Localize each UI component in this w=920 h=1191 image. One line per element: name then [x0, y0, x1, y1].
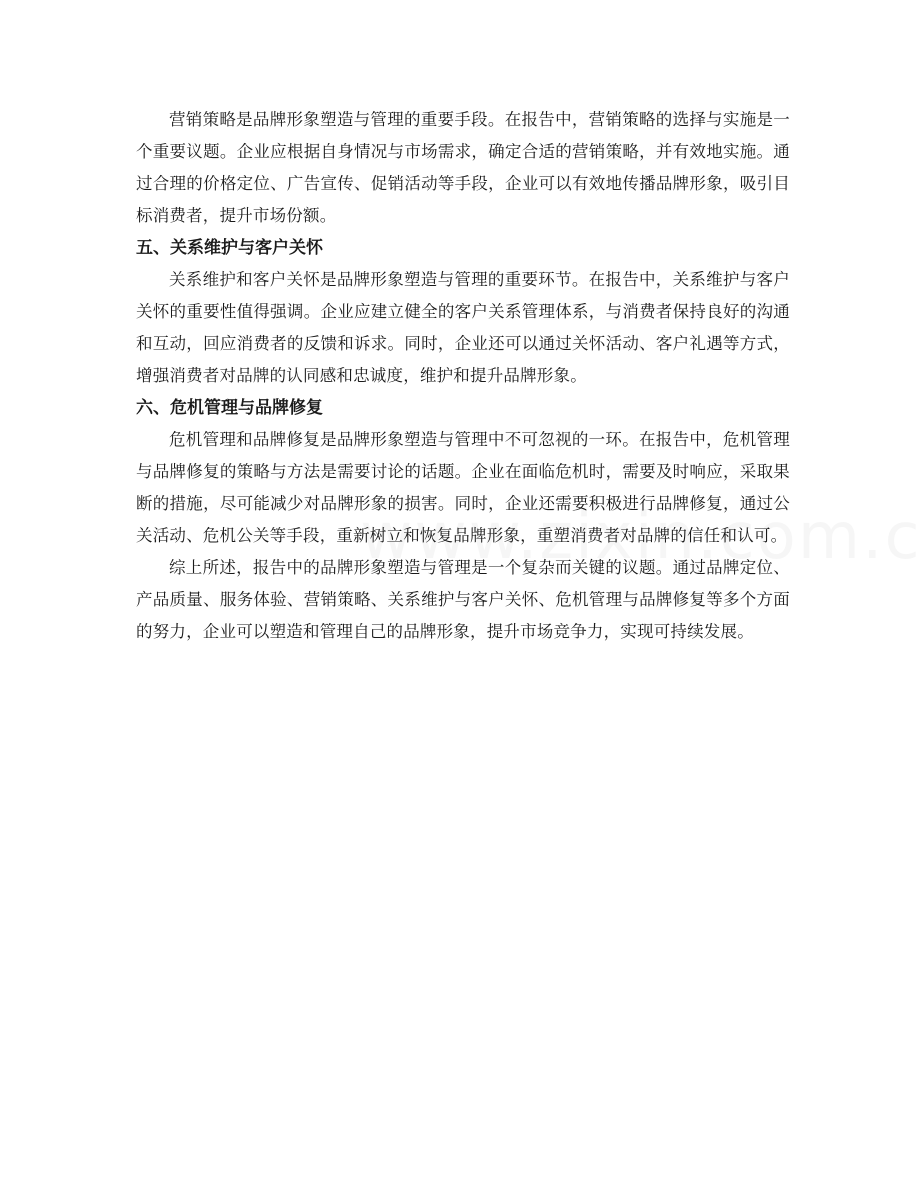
document-page [136, 104, 790, 648]
section-heading-crisis: 六、危机管理与品牌修复 [136, 398, 323, 418]
paragraph-summary: 综上所述，报告中的品牌形象塑造与管理是一个复杂而关键的议题。通过品牌定位、产品质量、服务体验、营销策略、关系维护与客户关怀、危机管理与品牌修复等多个方面的努力，企业可以塑造和管理自己的品牌形象，提升市场竞争力，实现可持续发展。 [136, 558, 790, 641]
section-heading-relationship: 五、关系维护与客户关怀 [136, 238, 323, 258]
paragraph-marketing-strategy: 营销策略是品牌形象塑造与管理的重要手段。在报告中，营销策略的选择与实施是一个重要议题。企业应根据自身情况与市场需求，确定合适的营销策略，并有效地实施。通过合理的价格定位、广告宣传、促销活动等手段，企业可以有效地传播品牌形象，吸引目标消费者，提升市场份额。 [136, 110, 790, 225]
paragraph-relationship-care: 关系维护和客户关怀是品牌形象塑造与管理的重要环节。在报告中，关系维护与客户关怀的重要性值得强调。企业应建立健全的客户关系管理体系，与消费者保持良好的沟通和互动，回应消费者的反馈和诉求。同时，企业还可以通过关怀活动、客户礼遇等方式，增强消费者对品牌的认同感和忠诚度，维护和提升品牌形象。 [136, 270, 790, 385]
paragraph-crisis-management: 危机管理和品牌修复是品牌形象塑造与管理中不可忽视的一环。在报告中，危机管理与品牌修复的策略与方法是需要讨论的话题。企业在面临危机时，需要及时响应，采取果断的措施，尽可能减少对品牌形象的损害。同时，企业还需要积极进行品牌修复，通过公关活动、危机公关等手段，重新树立和恢复品牌形象，重塑消费者对品牌的信任和认可。 [136, 430, 790, 545]
